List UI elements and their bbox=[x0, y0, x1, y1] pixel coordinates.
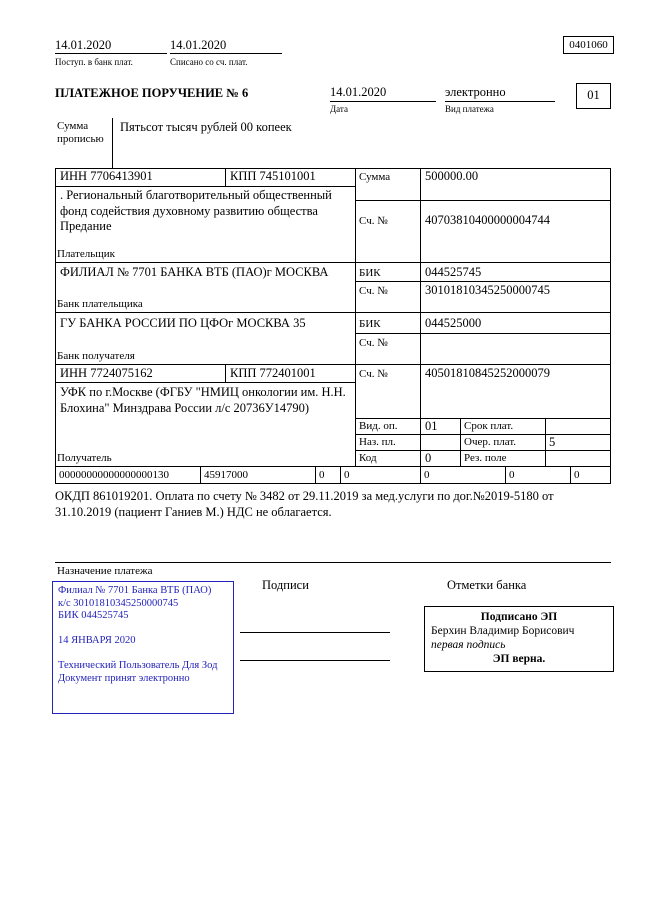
table-line bbox=[55, 262, 611, 263]
table-line bbox=[355, 418, 611, 419]
payer-bank-account: 30101810345250000745 bbox=[425, 283, 550, 297]
payer-inn: ИНН 7706413901 bbox=[60, 169, 153, 183]
sum-value: 500000.00 bbox=[425, 169, 479, 183]
divider-line bbox=[445, 101, 555, 102]
bank-stamp-line: Филиал № 7701 Банка ВТБ (ПАО) bbox=[58, 585, 212, 596]
sum-label: Сумма bbox=[359, 171, 391, 183]
divider-line bbox=[55, 562, 611, 563]
table-line bbox=[225, 364, 226, 382]
payee-inn: ИНН 7724075162 bbox=[60, 366, 153, 380]
bank-stamp-line: Технический Пользователь Для Зод bbox=[58, 660, 218, 671]
payer-bank-bik-label: БИК bbox=[359, 267, 381, 279]
ep-signature-type: первая подпись bbox=[431, 639, 506, 651]
rez-pole-label: Рез. поле bbox=[464, 452, 507, 464]
bank-stamp-line: БИК 044525745 bbox=[58, 610, 129, 621]
divider-line bbox=[112, 118, 113, 168]
payee-section-label: Получатель bbox=[57, 452, 112, 464]
table-line bbox=[55, 364, 611, 365]
table-line bbox=[55, 168, 56, 484]
budget-code-cell: 0 bbox=[509, 469, 515, 481]
signature-line bbox=[240, 660, 390, 661]
budget-code-cell: 0 bbox=[319, 469, 325, 481]
table-line bbox=[355, 281, 611, 282]
payer-bank-name: ФИЛИАЛ № 7701 БАНКА ВТБ (ПАО)г МОСКВА bbox=[60, 265, 329, 279]
bank-stamp bbox=[52, 581, 234, 714]
table-line bbox=[55, 186, 355, 187]
srok-plat-label: Срок плат. bbox=[464, 420, 514, 432]
divider-line bbox=[55, 53, 167, 54]
amount-words-label: Сумма прописью bbox=[57, 120, 104, 145]
table-line bbox=[55, 466, 611, 467]
table-line bbox=[460, 418, 461, 466]
payer-bank-section-label: Банк плательщика bbox=[57, 298, 143, 310]
form-code-box: 0401060 bbox=[563, 36, 614, 54]
bank-stamp-line: Документ принят электронно bbox=[58, 672, 190, 684]
table-line bbox=[610, 168, 611, 484]
vid-op-value: 01 bbox=[425, 419, 438, 433]
debited-date-label: Списано со сч. плат. bbox=[170, 57, 248, 67]
payee-bank-bik-label: БИК bbox=[359, 318, 381, 330]
ep-signer-name: Берхин Владимир Борисович bbox=[431, 625, 575, 637]
bank-stamp-line bbox=[58, 623, 228, 636]
payee-bank-section-label: Банк получателя bbox=[57, 350, 135, 362]
table-line bbox=[505, 466, 506, 483]
payment-purpose-text: ОКДП 861019201. Оплата по счету № 3482 от 29.11.2019 за мед.услуги по дог.№2019-5180 от 31.10.2019 (пациент Ганиев М.) НДС не облагается. bbox=[55, 489, 554, 519]
vid-op-label: Вид. оп. bbox=[359, 420, 398, 432]
payee-bank-name: ГУ БАНКА РОССИИ ПО ЦФОг МОСКВА 35 bbox=[60, 316, 306, 330]
debited-date-value: 14.01.2020 bbox=[170, 38, 227, 52]
table-line bbox=[315, 466, 316, 483]
kod-value: 0 bbox=[425, 451, 432, 465]
amount-words-value: Пятьсот тысяч рублей 00 копеек bbox=[120, 120, 292, 134]
ep-verified: ЭП верна. bbox=[492, 653, 546, 665]
bank-stamp-line: 14 ЯНВАРЯ 2020 bbox=[58, 635, 136, 646]
payer-account-label: Сч. № bbox=[359, 215, 388, 227]
bank-stamp-line bbox=[58, 648, 228, 661]
payee-account: 40501810845252000079 bbox=[425, 366, 550, 380]
table-line bbox=[55, 483, 611, 484]
payee-kpp: КПП 772401001 bbox=[230, 366, 316, 380]
payer-name: . Региональный благотворительный общественный фонд содействия духовному развитию общества Предание bbox=[60, 188, 332, 233]
table-line bbox=[355, 168, 356, 466]
received-date-value: 14.01.2020 bbox=[55, 38, 112, 52]
kod-label: Код bbox=[359, 452, 377, 464]
payee-bank-account-label: Сч. № bbox=[359, 337, 388, 349]
table-line bbox=[355, 434, 611, 435]
payer-kpp: КПП 745101001 bbox=[230, 169, 316, 183]
bank-stamp-line: к/с 30101810345250000745 bbox=[58, 597, 179, 609]
payer-account: 40703810400000004744 bbox=[425, 213, 550, 227]
divider-line bbox=[330, 101, 436, 102]
table-line bbox=[420, 466, 421, 483]
table-line bbox=[55, 312, 611, 313]
table-line bbox=[200, 466, 201, 483]
budget-code-cell: 00000000000000000130 bbox=[59, 469, 169, 481]
payment-type-label: Вид платежа bbox=[445, 104, 494, 114]
payee-account-label: Сч. № bbox=[359, 368, 388, 380]
ocher-plat-value: 5 bbox=[549, 435, 556, 449]
received-date-label: Поступ. в банк плат. bbox=[55, 57, 133, 67]
budget-code-cell: 0 bbox=[574, 469, 580, 481]
signatures-title: Подписи bbox=[262, 578, 309, 592]
signature-line bbox=[240, 632, 390, 633]
budget-code-cell: 45917000 bbox=[204, 469, 248, 481]
table-line bbox=[420, 168, 421, 466]
payer-bank-account-label: Сч. № bbox=[359, 285, 388, 297]
payment-type-value: электронно bbox=[445, 85, 506, 99]
table-line bbox=[545, 418, 546, 466]
table-line bbox=[570, 466, 571, 483]
document-title: ПЛАТЕЖНОЕ ПОРУЧЕНИЕ № 6 bbox=[55, 86, 249, 100]
divider-line bbox=[170, 53, 282, 54]
table-line bbox=[355, 450, 611, 451]
table-line bbox=[340, 466, 341, 483]
payer-bank-bik: 044525745 bbox=[425, 265, 482, 279]
bank-marks-title: Отметки банка bbox=[447, 578, 527, 592]
ep-title: Подписано ЭП bbox=[480, 611, 558, 623]
table-line bbox=[355, 333, 611, 334]
naz-pl-label: Наз. пл. bbox=[359, 436, 396, 448]
payee-bank-bik: 044525000 bbox=[425, 316, 482, 330]
payer-section-label: Плательщик bbox=[57, 248, 115, 260]
table-line bbox=[55, 382, 355, 383]
document-date-label: Дата bbox=[330, 104, 348, 114]
table-line bbox=[355, 200, 611, 201]
status-code-box: 01 bbox=[576, 83, 611, 109]
payment-purpose-label: Назначение платежа bbox=[57, 565, 153, 577]
budget-code-cell: 0 bbox=[424, 469, 430, 481]
ocher-plat-label: Очер. плат. bbox=[464, 436, 517, 448]
budget-code-cell: 0 bbox=[344, 469, 350, 481]
table-line bbox=[225, 168, 226, 186]
payee-name: УФК по г.Москве (ФГБУ "НМИЦ онкологии им. Н.Н. Блохина" Минздрава России л/с 20736У14790) bbox=[60, 385, 346, 415]
electronic-signature-stamp bbox=[424, 606, 614, 672]
document-date-value: 14.01.2020 bbox=[330, 85, 387, 99]
